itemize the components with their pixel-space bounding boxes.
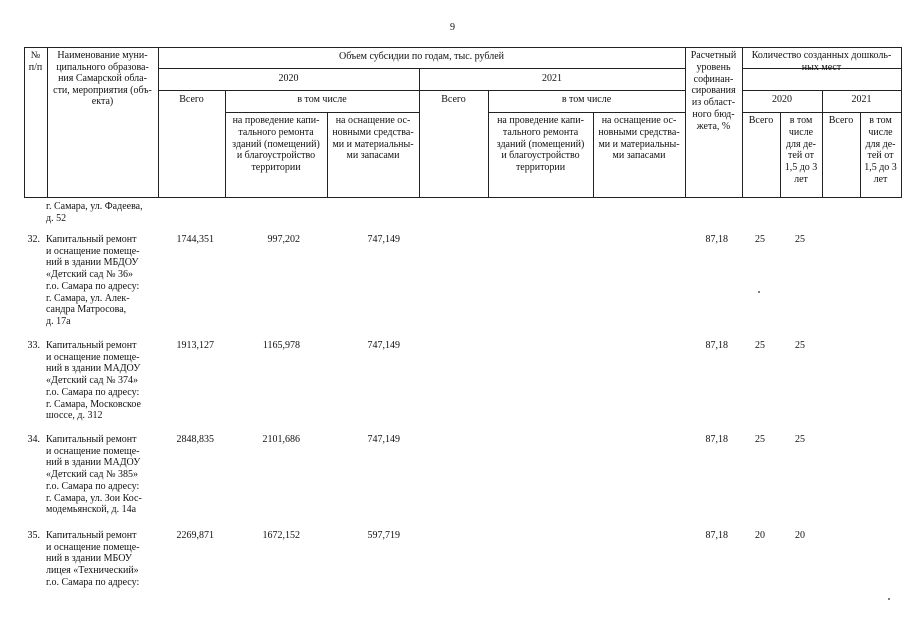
- row-places-young: 20: [795, 530, 805, 541]
- header-year-2020: 2020: [278, 73, 299, 84]
- header-repair-2021: на проведение капи- тального ремонта зданий (помещений) и благоустройство территории: [496, 115, 585, 174]
- header-num: № п/п: [28, 50, 43, 73]
- header-total-2020: Всего: [179, 94, 204, 105]
- row-places-total: 25: [755, 434, 765, 445]
- header-places-total-2021: Всего: [828, 115, 854, 126]
- row-places-young: 25: [795, 234, 805, 245]
- header-places-young-2021: в том числе для де- тей от 1,5 до 3 лет: [864, 115, 897, 185]
- scan-speck: [758, 291, 760, 293]
- row-name: Капитальный ремонт и оснащение помеще- ний в здании МАДОУ «Детский сад № 374» г.о. Самара по адресу: г. Самара, Московское шоссе, д. 312: [46, 340, 141, 422]
- row-equipment-2020: 747,149: [367, 340, 400, 351]
- row-rate: 87,18: [705, 434, 728, 445]
- carryover-address: г. Самара, ул. Фадеева, д. 52: [46, 201, 143, 224]
- header-places-year-2020: 2020: [772, 94, 792, 105]
- row-repair-2020: 997,202: [267, 234, 300, 245]
- header-rate: Расчетный уровень софинан- сирования из област- ного бюд- жета, %: [690, 50, 737, 132]
- row-number: 32.: [27, 234, 40, 245]
- header-name: Наименование муни- ципального образова- ния Самарской обла- сти, мероприятия (объ- екта): [53, 50, 152, 108]
- header-subsidy: Объем субсидии по годам, тыс. рублей: [339, 51, 504, 62]
- row-number: 34.: [27, 434, 40, 445]
- header-equipment-2020: на оснащение ос- новными средства- ми и материальны- ми запасами: [332, 115, 414, 162]
- header-places: Количество созданных дошколь- ных мест: [751, 50, 892, 73]
- header-places-year-2021: 2021: [851, 94, 872, 105]
- row-total-2020: 1913,127: [176, 340, 214, 351]
- row-equipment-2020: 747,149: [367, 234, 400, 245]
- row-total-2020: 1744,351: [176, 234, 214, 245]
- header-equipment-2021: на оснащение ос- новными средства- ми и материальны- ми запасами: [598, 115, 680, 162]
- row-repair-2020: 1672,152: [262, 530, 300, 541]
- row-name: Капитальный ремонт и оснащение помеще- ний в здании МБОУ лицея «Технический» г.о. Самара по адресу:: [46, 530, 140, 588]
- row-repair-2020: 1165,978: [262, 340, 300, 351]
- row-rate: 87,18: [705, 340, 728, 351]
- row-total-2020: 2269,871: [176, 530, 214, 541]
- row-rate: 87,18: [705, 530, 728, 541]
- row-places-young: 25: [795, 340, 805, 351]
- scan-speck: [888, 598, 890, 600]
- row-number: 35.: [27, 530, 40, 541]
- row-name: Капитальный ремонт и оснащение помеще- ний в здании МБДОУ «Детский сад № 36» г.о. Самара по адресу: г. Самара, ул. Алек- сандра Матросова, д. 17а: [46, 234, 140, 327]
- row-equipment-2020: 597,719: [367, 530, 400, 541]
- row-places-young: 25: [795, 434, 805, 445]
- row-total-2020: 2848,835: [176, 434, 214, 445]
- header-places-total-2020: Всего: [748, 115, 774, 126]
- row-places-total: 25: [755, 340, 765, 351]
- row-number: 33.: [27, 340, 40, 351]
- header-year-2021: 2021: [542, 73, 562, 84]
- row-places-total: 25: [755, 234, 765, 245]
- row-name: Капитальный ремонт и оснащение помеще- ний в здании МАДОУ «Детский сад № 385» г.о. Самара по адресу: г. Самара, ул. Зои Кос- модемьянской, д. 14а: [46, 434, 142, 516]
- row-repair-2020: 2101,686: [262, 434, 300, 445]
- row-equipment-2020: 747,149: [367, 434, 400, 445]
- row-rate: 87,18: [705, 234, 728, 245]
- header-including-2021: в том числе: [561, 94, 612, 105]
- header-repair-2020: на проведение капи- тального ремонта зданий (помещений) и благоустройство территории: [232, 115, 320, 174]
- page-number: 9: [450, 22, 455, 33]
- row-places-total: 20: [755, 530, 765, 541]
- header-including-2020: в том числе: [297, 94, 347, 105]
- header-places-young-2020: в том числе для де- тей от 1,5 до 3 лет: [784, 115, 818, 185]
- header-total-2021: Всего: [441, 94, 466, 105]
